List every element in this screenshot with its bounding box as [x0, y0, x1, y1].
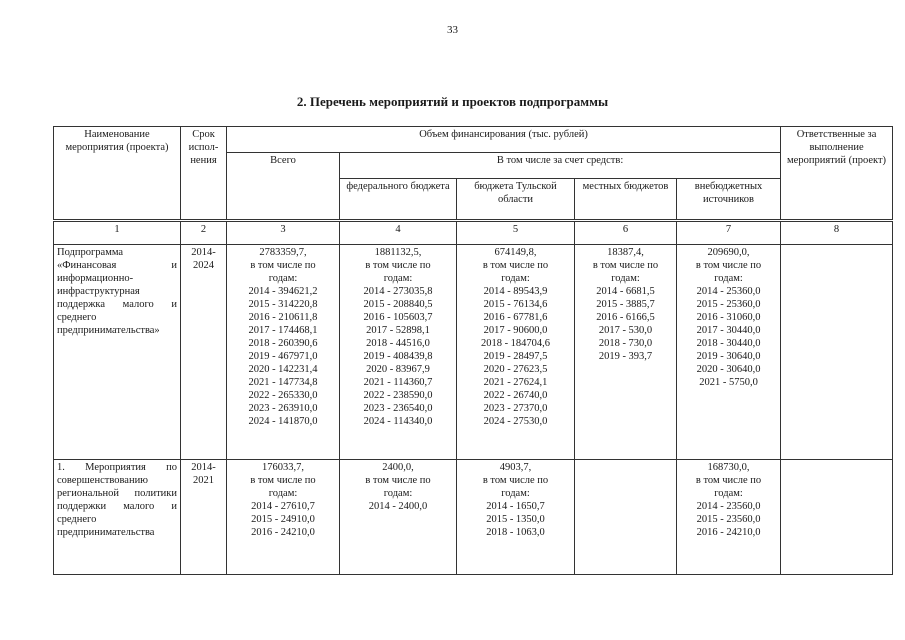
federal-line: 2015 - 208840,5: [363, 299, 433, 310]
regional-line: 2018 - 184704,6: [480, 338, 551, 349]
regional-line: 2024 - 27530,0: [483, 416, 548, 427]
regional-line: 2020 - 27623,5: [483, 364, 548, 375]
total-line: 2017 - 174468,1: [248, 325, 318, 336]
section-title: 2. Перечень мероприятий и проектов подпрограммы: [296, 94, 609, 109]
offbudget-line: 2016 - 31060,0: [696, 312, 761, 323]
federal-line: 2020 - 83967,9: [366, 364, 430, 375]
total-line: 2015 - 314220,8: [248, 299, 318, 310]
offbudget-line: 2016 - 24210,0: [696, 527, 761, 538]
total-line: 2018 - 260390,6: [248, 338, 318, 349]
offbudget-line: годам:: [714, 488, 743, 499]
regional-line: годам:: [501, 273, 530, 284]
local-line: 2019 - 393,7: [598, 351, 653, 362]
column-number: 8: [781, 221, 893, 245]
local-line: 2018 - 730,0: [598, 338, 653, 349]
column-numbers-row: [54, 221, 893, 245]
federal-line: 2024 - 114340,0: [363, 416, 433, 427]
regional-line: годам:: [501, 488, 530, 499]
local-line: 2014 - 6681,5: [596, 286, 655, 297]
offbudget-line: 2020 - 30640,0: [696, 364, 761, 375]
federal-line: 1881132,5,: [374, 247, 422, 258]
local-line: в том числе по: [592, 260, 659, 271]
federal-line: 2019 - 408439,8: [363, 351, 433, 362]
local-line: 2015 - 3885,7: [596, 299, 655, 310]
header-local: местных бюджетов: [575, 179, 677, 221]
local-line: годам:: [611, 273, 640, 284]
total-line: годам:: [268, 273, 298, 284]
federal-line: 2014 - 2400,0: [368, 501, 428, 512]
local-cell: [575, 245, 677, 460]
term-cell: [181, 460, 227, 575]
regional-line: 2017 - 90600,0: [483, 325, 548, 336]
regional-line: 2014 - 89543,9: [483, 286, 548, 297]
offbudget-line: 2021 - 5750,0: [699, 377, 758, 388]
local-line: 18387,4,: [607, 247, 644, 258]
total-line: 2020 - 142231,4: [248, 364, 318, 375]
regional-line: 2014 - 1650,7: [486, 501, 545, 512]
header-offbudget: внебюджетных источников: [677, 179, 781, 221]
page-number: 33: [447, 24, 458, 36]
total-cell: [227, 460, 340, 575]
responsible-cell: [781, 245, 893, 460]
column-number: 6: [575, 221, 677, 245]
total-line: 2022 - 265330,0: [248, 390, 318, 401]
total-line: в том числе по: [250, 260, 316, 271]
federal-cell: [340, 460, 457, 575]
term-line: 2014-: [191, 247, 216, 258]
regional-line: 2023 - 27370,0: [483, 403, 548, 414]
activities-table: [53, 126, 893, 575]
offbudget-line: годам:: [714, 273, 743, 284]
offbudget-line: в том числе по: [695, 475, 762, 486]
total-line: 2019 - 467971,0: [248, 351, 318, 362]
header-responsible: Ответственные за выполнение мероприятий (проект): [781, 127, 893, 221]
offbudget-line: 2019 - 30640,0: [696, 351, 761, 362]
regional-line: 674149,8,: [494, 247, 537, 258]
total-line: 2014 - 27610,7: [251, 501, 315, 512]
table-row: [54, 245, 893, 460]
offbudget-line: 2018 - 30440,0: [696, 338, 761, 349]
offbudget-line: в том числе по: [695, 260, 762, 271]
table-row: [54, 460, 893, 575]
regional-line: 2019 - 28497,5: [483, 351, 548, 362]
header-total: Всего: [227, 153, 340, 221]
offbudget-line: 2014 - 25360,0: [696, 286, 761, 297]
total-line: 176033,7,: [262, 462, 304, 473]
federal-cell: [340, 245, 457, 460]
regional-line: 2015 - 1350,0: [486, 514, 545, 525]
regional-line: 2022 - 26740,0: [483, 390, 548, 401]
total-line: 2023 - 263910,0: [248, 403, 318, 414]
regional-line: в том числе по: [482, 475, 549, 486]
header-name: Наименование мероприятия (проекта): [54, 127, 181, 221]
header-sources: В том числе за счет средств:: [340, 153, 781, 179]
header-regional: бюджета Тульской области: [457, 179, 575, 221]
header-term: Срок испол-нения: [181, 127, 227, 221]
offbudget-cell: [677, 245, 781, 460]
local-line: 2017 - 530,0: [598, 325, 653, 336]
regional-line: 4903,7,: [499, 462, 532, 473]
offbudget-line: 209690,0,: [707, 247, 750, 258]
offbudget-line: 2015 - 23560,0: [696, 514, 761, 525]
federal-line: в том числе по: [365, 475, 431, 486]
local-cell: [575, 460, 677, 575]
total-line: 2016 - 24210,0: [251, 527, 315, 538]
column-number: 7: [677, 221, 781, 245]
total-line: годам:: [268, 488, 298, 499]
total-line: 2016 - 210611,8: [248, 312, 318, 323]
federal-line: 2400,0,: [382, 462, 414, 473]
regional-line: в том числе по: [482, 260, 549, 271]
federal-line: 2016 - 105603,7: [363, 312, 433, 323]
total-cell: [227, 245, 340, 460]
column-number: 5: [457, 221, 575, 245]
regional-cell: [457, 460, 575, 575]
header-funding: Объем финансирования (тыс. рублей): [227, 127, 781, 153]
total-line: в том числе по: [250, 475, 316, 486]
federal-line: 2021 - 114360,7: [363, 377, 433, 388]
offbudget-line: 2017 - 30440,0: [696, 325, 761, 336]
total-line: 2024 - 141870,0: [248, 416, 318, 427]
total-line: 2014 - 394621,2: [248, 286, 318, 297]
total-line: 2015 - 24910,0: [251, 514, 315, 525]
local-line: 2016 - 6166,5: [596, 312, 655, 323]
total-line: 2783359,7,: [259, 247, 307, 258]
federal-line: в том числе по: [365, 260, 431, 271]
column-number: 3: [227, 221, 340, 245]
offbudget-line: 2014 - 23560,0: [696, 501, 761, 512]
column-number: 1: [54, 221, 181, 245]
federal-line: 2023 - 236540,0: [363, 403, 433, 414]
responsible-cell: [781, 460, 893, 575]
term-line: 2014-: [191, 462, 216, 473]
header-federal: федерального бюджета: [340, 179, 457, 221]
term-line: 2021: [193, 475, 214, 486]
term-line: 2024: [193, 260, 214, 271]
federal-line: 2017 - 52898,1: [366, 325, 430, 336]
federal-line: годам:: [383, 273, 413, 284]
activity-name: Подпрограмма «Финансовая и информационно-инфраструктурная поддержка малого и среднего предпринимательства»: [54, 245, 181, 460]
federal-line: годам:: [383, 488, 413, 499]
regional-line: 2021 - 27624,1: [483, 377, 548, 388]
regional-line: 2016 - 67781,6: [483, 312, 548, 323]
total-line: 2021 - 147734,8: [248, 377, 318, 388]
offbudget-line: 2015 - 25360,0: [696, 299, 761, 310]
regional-line: 2015 - 76134,6: [483, 299, 548, 310]
offbudget-line: 168730,0,: [707, 462, 750, 473]
federal-line: 2014 - 273035,8: [363, 286, 433, 297]
activity-name: 1. Мероприятия по совершенствованию региональной политики поддержки малого и среднего предпринимательства: [54, 460, 181, 575]
column-number: 2: [181, 221, 227, 245]
offbudget-cell: [677, 460, 781, 575]
federal-line: 2022 - 238590,0: [363, 390, 433, 401]
column-number: 4: [340, 221, 457, 245]
regional-cell: [457, 245, 575, 460]
federal-line: 2018 - 44516,0: [366, 338, 430, 349]
regional-line: 2018 - 1063,0: [486, 527, 545, 538]
term-cell: [181, 245, 227, 460]
